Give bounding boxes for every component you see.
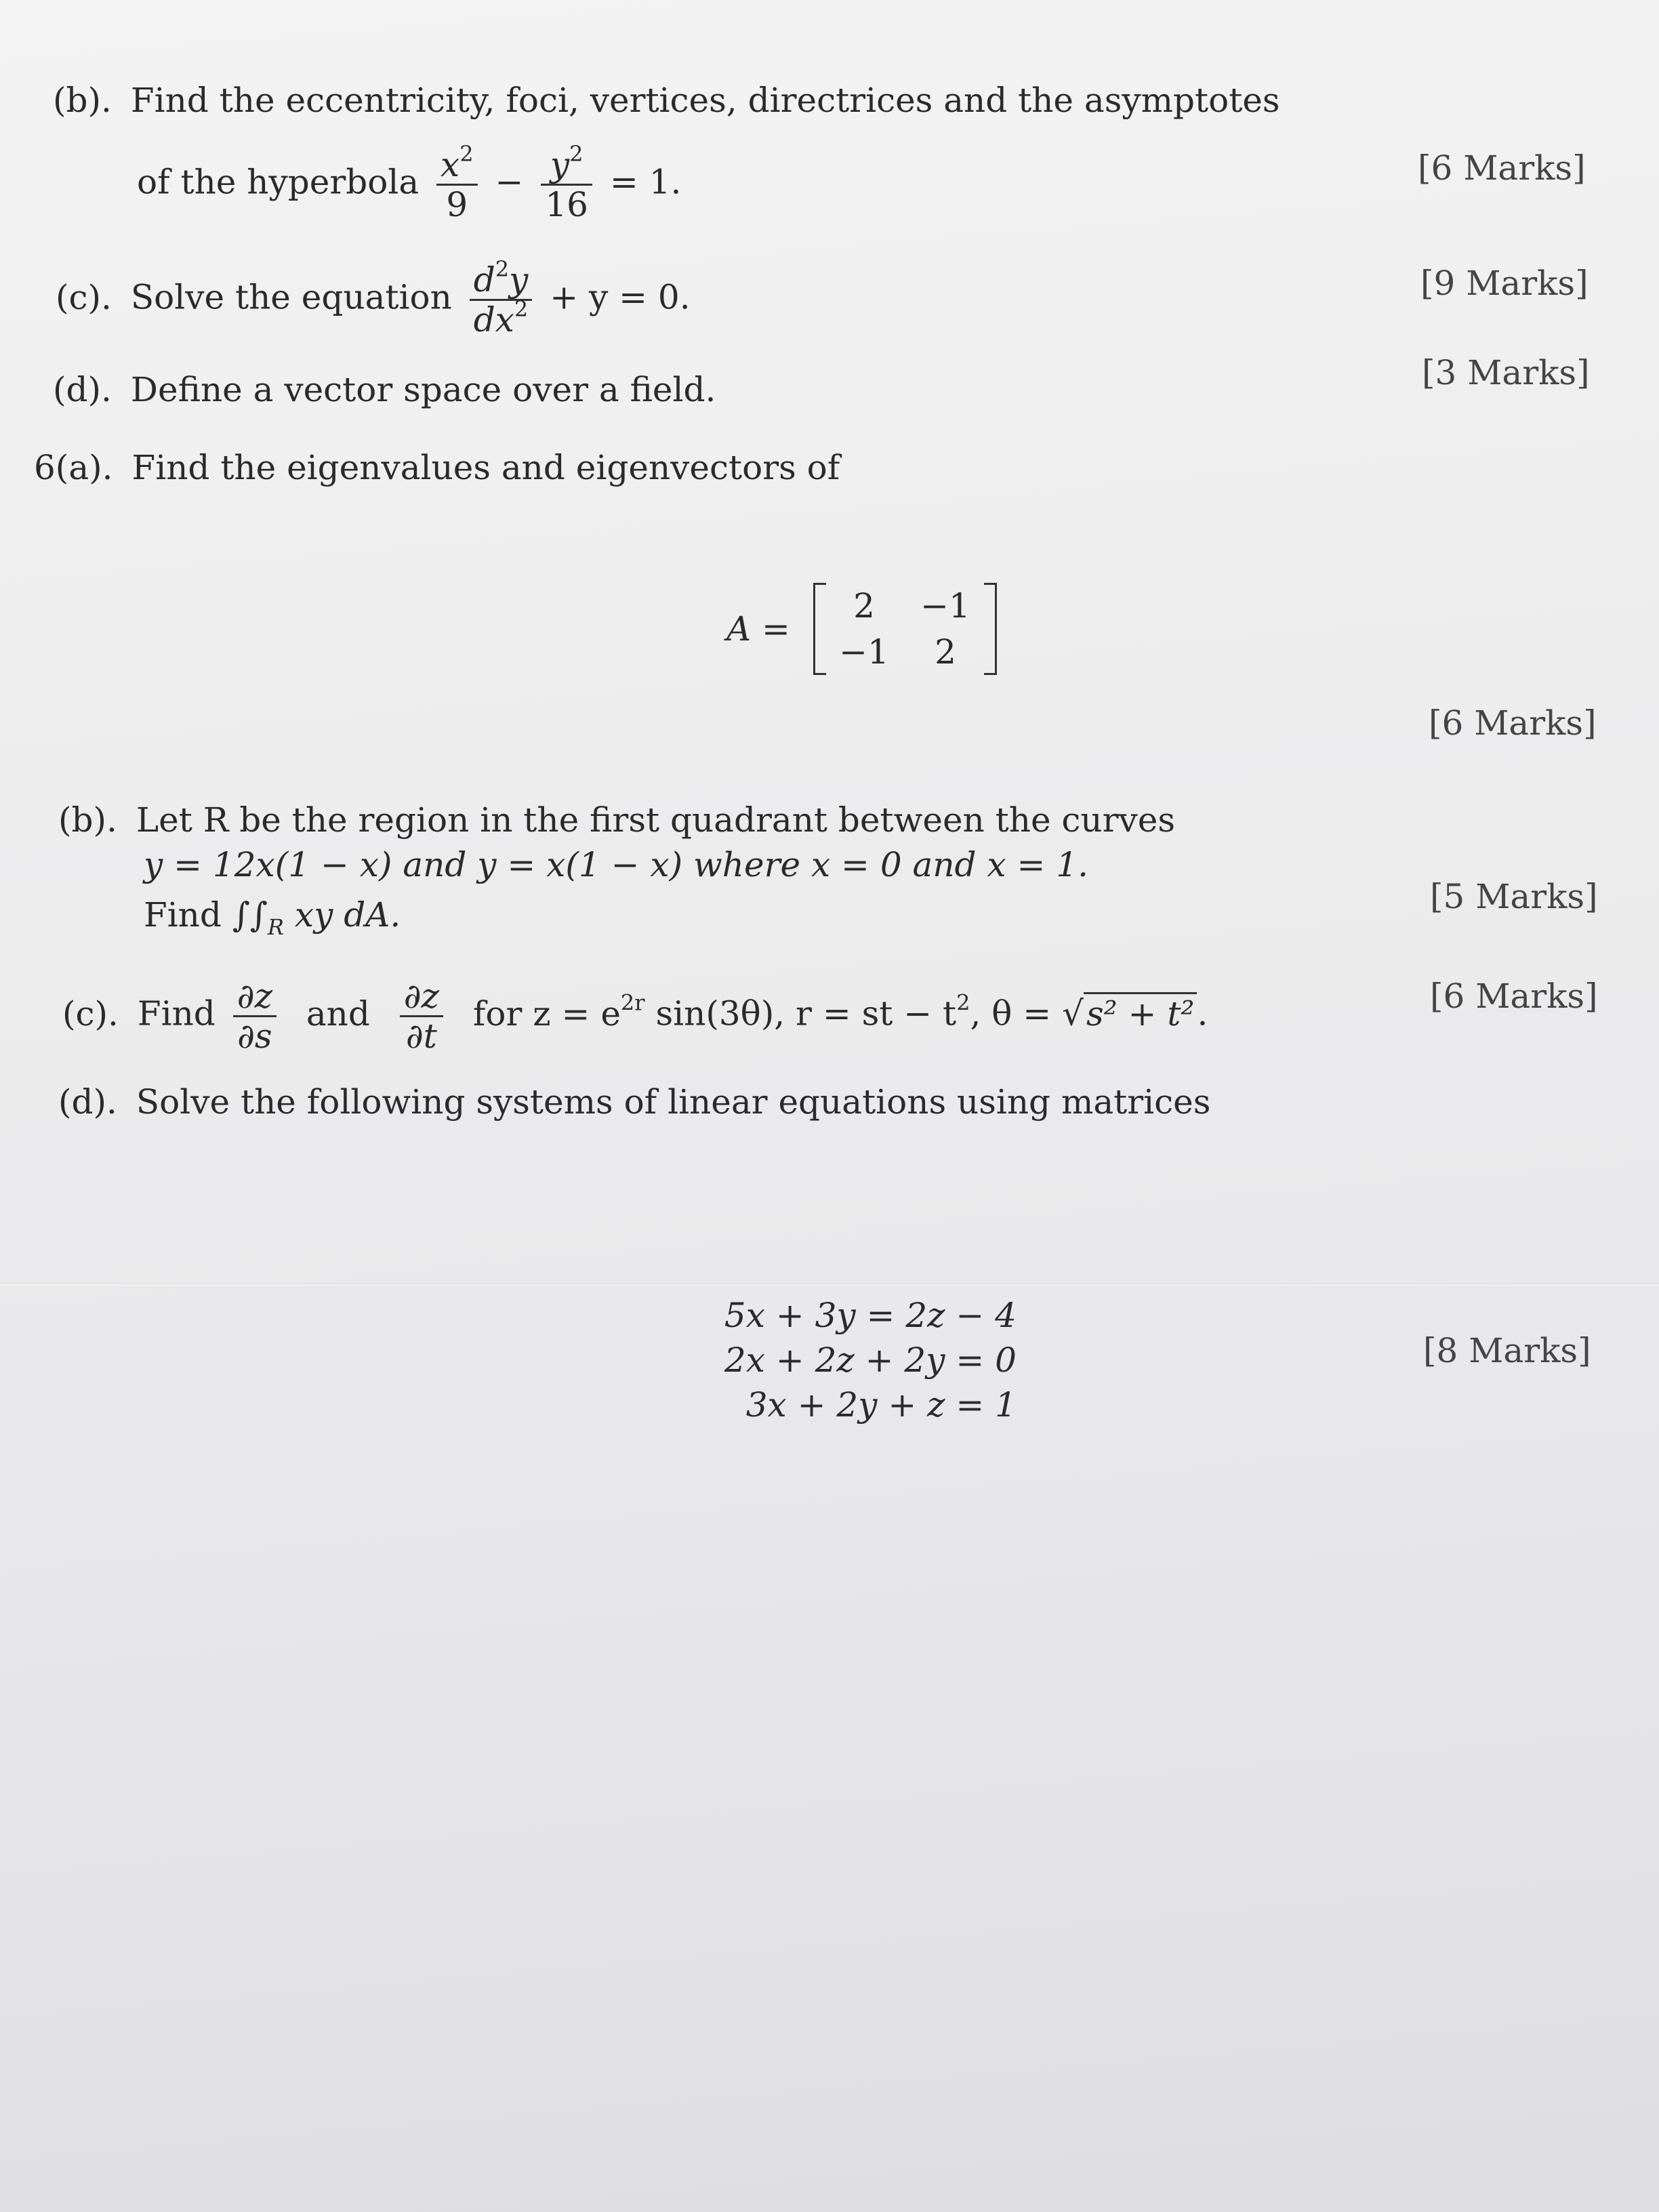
- question-5d: [53, 369, 716, 410]
- question-text: Let R be the region in the first quadrant between the curves: [136, 800, 1176, 840]
- question-6a: [34, 447, 840, 488]
- question-text: Solve the following systems of linear equations using matrices: [136, 1082, 1211, 1122]
- marks-6c: [6 Marks]: [1430, 977, 1598, 1016]
- question-6c: (c). Find $\frac{\partial z}{\partial s}$ and $\frac{\partial z}{\partial t}$ for $z = e^{2r}$ sin(3θ), r = st − $t^2$, θ = √s² + t².: [62, 977, 1208, 1056]
- question-label: (c).: [56, 277, 112, 317]
- question-6b-line3: Find $\int\int_R$ xy dA.: [144, 895, 401, 940]
- question-label: (c).: [62, 994, 119, 1033]
- marks-5b: [6 Marks]: [1418, 148, 1586, 188]
- equation-2: 2x + 2z + 2y = 0: [724, 1340, 1017, 1380]
- matrix-cell: 2: [935, 632, 956, 672]
- question-5b-line2: of the hyperbola $\frac{x^2}{9}$ − $\frac{y^2}{16}$ = 1.: [137, 141, 682, 224]
- question-6d: [58, 1082, 1210, 1122]
- partial-z-s: $\frac{\partial z}{\partial s}$: [233, 977, 276, 1055]
- question-text: Define a vector space over a field.: [130, 370, 716, 409]
- marks-6d: [8 Marks]: [1423, 1331, 1591, 1370]
- marks-5d: [3 Marks]: [1422, 353, 1590, 392]
- question-label: (d).: [58, 1082, 117, 1122]
- question-label: (b).: [58, 800, 117, 840]
- matrix-cell: −1: [920, 586, 970, 626]
- question-6b-line2: y = 12x(1 − x) and y = x(1 − x) where x = 0 and x = 1.: [144, 845, 1089, 884]
- fraction-y2-over-16: $\frac{y^2}{16}$: [541, 146, 592, 224]
- matrix-right-bracket: [984, 583, 997, 675]
- paper-fold-line: [0, 1283, 1659, 1286]
- question-label: (b).: [53, 81, 112, 120]
- partial-z-t: $\frac{\partial z}{\partial t}$: [400, 977, 443, 1055]
- equation-3: 3x + 2y + z = 1: [745, 1385, 1017, 1425]
- equation-1: 5x + 3y = 2z − 4: [724, 1296, 1017, 1335]
- question-label: (d).: [53, 370, 112, 409]
- question-6b-line1: [58, 800, 1175, 840]
- question-5b-line1: [53, 80, 1280, 121]
- question-text: Find the eigenvalues and eigenvectors of: [131, 448, 840, 487]
- question-text: of the hyperbola: [137, 162, 419, 202]
- question-label: 6(a).: [34, 448, 113, 487]
- matrix-cell: −1: [839, 632, 889, 672]
- marks-6a: [6 Marks]: [1429, 703, 1597, 743]
- marks-5c: [9 Marks]: [1420, 264, 1589, 303]
- matrix-A: [813, 583, 1003, 678]
- double-integral: ∫∫: [232, 895, 268, 935]
- matrix-cell: 2: [853, 586, 875, 626]
- question-text: Find the eccentricity, foci, vertices, directrices and the asymptotes: [130, 81, 1280, 120]
- question-text: Solve the equation: [130, 277, 452, 317]
- matrix-left-bracket: [813, 583, 826, 675]
- matrix-name: A =: [726, 609, 790, 649]
- marks-6b: [5 Marks]: [1430, 877, 1598, 916]
- fraction-d2y-dx2: $\frac{d^2y}{dx^2}$: [470, 261, 533, 339]
- question-5c: (c). Solve the equation $\frac{d^2y}{dx^2}$ + y = 0.: [56, 256, 691, 340]
- fraction-x2-over-9: $\frac{x^2}{9}$: [436, 146, 478, 224]
